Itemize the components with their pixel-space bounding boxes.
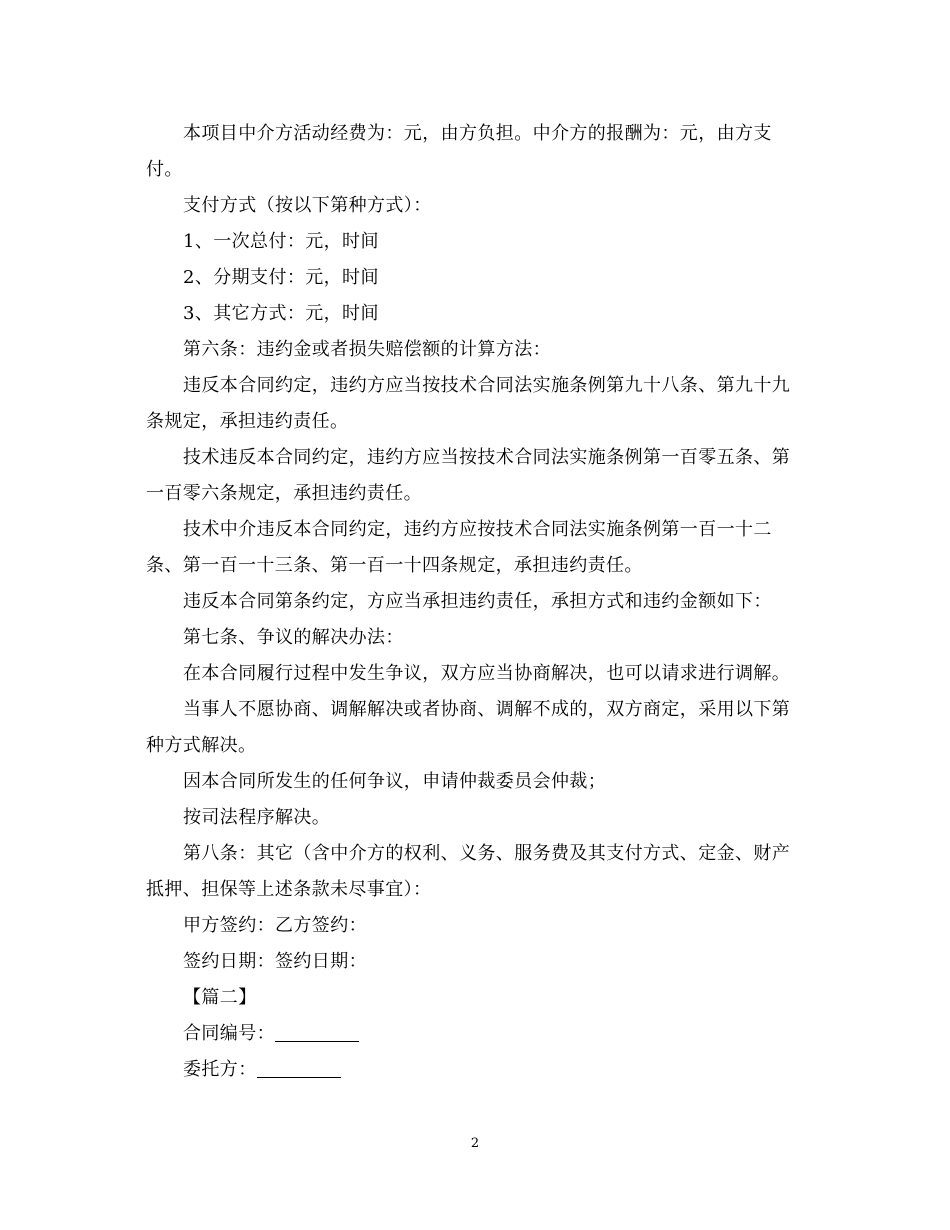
paragraph-breach-1: 违反本合同约定，违约方应当按技术合同法实施条例第九十八条、第九十九条规定，承担违约责任。 <box>146 375 791 432</box>
contract-number-label: 合同编号： <box>183 1023 275 1044</box>
document-body <box>146 116 806 1088</box>
paragraph-breach-3: 技术中介违反本合同约定，违约方应按技术合同法实施条例第一百一十二条、第一百一十三条、第一百一十四条规定，承担违约责任。 <box>146 519 772 576</box>
client-line <box>146 1052 806 1088</box>
paragraph-signatures: 甲方签约：乙方签约： <box>183 915 367 936</box>
client-label: 委托方： <box>183 1059 257 1080</box>
paragraph-payment-method: 支付方式（按以下第种方式）： <box>183 195 432 216</box>
paragraph-dispute-1: 在本合同履行过程中发生争议，双方应当协商解决，也可以请求进行调解。 <box>183 663 791 684</box>
paragraph-breach-4: 违反本合同第条约定，方应当承担违约责任，承担方式和违约金额如下： <box>183 591 772 612</box>
heading-article-6: 第六条：违约金或者损失赔偿额的计算方法： <box>183 339 551 360</box>
paragraph-payment-option-3: 3、其它方式：元，时间 <box>183 303 379 324</box>
paragraph-breach-2: 技术违反本合同约定，违约方应当按技术合同法实施条例第一百零五条、第一百零六条规定，承担违约责任。 <box>146 447 791 504</box>
heading-article-7: 第七条、争议的解决办法： <box>183 627 404 648</box>
paragraph-payment-option-1: 1、一次总付：元，时间 <box>183 231 379 252</box>
paragraph-fees: 本项目中介方活动经费为：元，由方负担。中介方的报酬为：元，由方支付。 <box>146 123 772 180</box>
paragraph-payment-option-2: 2、分期支付：元，时间 <box>183 267 379 288</box>
paragraph-arbitration: 因本合同所发生的任何争议，申请仲裁委员会仲裁； <box>183 771 607 792</box>
contract-number-blank <box>275 1023 359 1042</box>
paragraph-dispute-2: 当事人不愿协商、调解解决或者协商、调解不成的，双方商定，采用以下第种方式解决。 <box>146 699 791 756</box>
heading-article-8: 第八条：其它（含中介方的权利、义务、服务费及其支付方式、定金、财产抵押、担保等上述条款未尽事宜）： <box>146 843 791 900</box>
section-heading-part-2: 【篇二】 <box>183 987 257 1008</box>
page-number: 2 <box>470 1136 480 1151</box>
contract-number-line <box>146 1016 806 1052</box>
client-blank <box>257 1059 341 1078</box>
paragraph-sign-dates: 签约日期：签约日期： <box>183 951 367 972</box>
paragraph-judicial: 按司法程序解决。 <box>183 807 331 828</box>
